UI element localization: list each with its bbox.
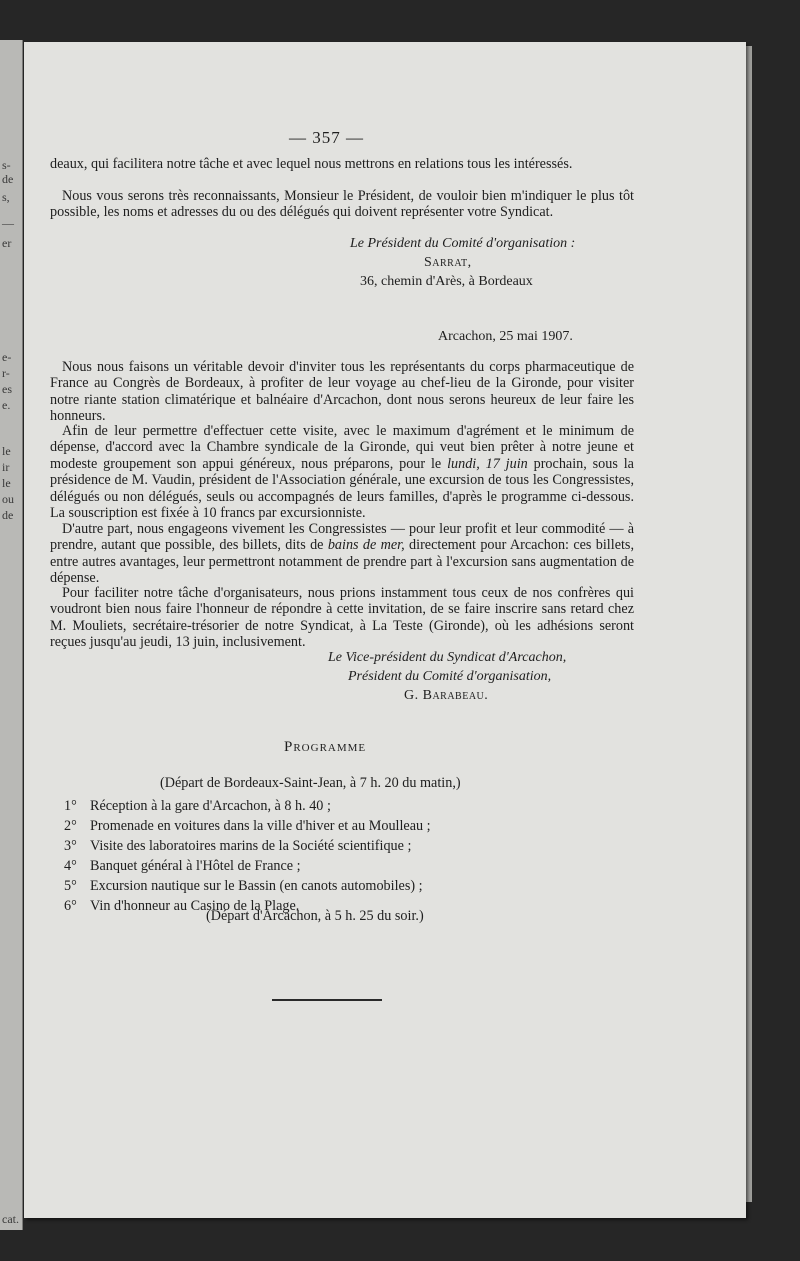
margin-fragment: le <box>2 476 11 490</box>
document-page <box>24 42 746 1218</box>
programme-departure: (Départ de Bordeaux-Saint-Jean, à 7 h. 20 du matin,) <box>160 775 461 791</box>
list-item: 2° Promenade en voitures dans la ville d'hiver et au Moulleau ; <box>64 818 431 834</box>
margin-fragment: r- <box>2 366 10 380</box>
programme-return: (Départ d'Arcachon, à 5 h. 25 du soir.) <box>206 908 424 924</box>
margin-fragment: er <box>2 236 12 250</box>
margin-fragment: de <box>2 172 14 186</box>
margin-fragment: cat. <box>2 1212 19 1226</box>
margin-fragment: es <box>2 382 12 396</box>
page-number: — 357 — <box>289 128 364 147</box>
margin-fragment: e. <box>2 398 11 412</box>
margin-fragment: s- <box>2 158 11 172</box>
page-edge-shadow <box>746 46 752 1202</box>
signature2-title1: Le Vice-président du Syndicat d'Arcachon, <box>328 650 567 665</box>
ticket-type: bains de mer, <box>327 537 405 554</box>
paragraph-request: Nous vous serons très reconnaissants, Monsieur le Président, de vouloir bien m'indiquer le plus tôt possible, les noms et adresses du ou des délégués qui doivent représenter votre Syndicat. <box>50 188 634 221</box>
list-item: 3° Visite des laboratoires marins de la Société scientifique ; <box>64 838 412 854</box>
signature1-name: Sarrat, <box>424 255 472 270</box>
margin-fragment: ou <box>2 492 14 506</box>
margin-fragment: e- <box>2 350 12 364</box>
list-item: 1° Réception à la gare d'Arcachon, à 8 h. 40 ; <box>64 798 331 814</box>
list-item: 6° Vin d'honneur au Casino de la Plage. <box>64 898 300 914</box>
margin-fragment: ir <box>2 460 10 474</box>
paragraph-excursion: Afin de leur permettre d'effectuer cette visite, avec le maximum d'agrément et le minimum de dépense, d'accord avec la Chambre syndicale de la Gironde, qui veut bien prêter à notre jeune et modeste groupement son appui généreux, nous préparons, pour le lundi, 17 juin prochain, sous la présidence de M. Vaudin, président de l'Association générale, une excursion de tous les Congressistes, délégués ou non délégués, seuls ou accompagnés de leurs familles, d'après le programme ci-dessous. La souscription est fixée à 10 francs par excursionniste. <box>50 423 634 522</box>
paragraph-continuation: deaux, qui facilitera notre tâche et avec lequel nous mettrons en relations tous les intéressés. <box>50 156 573 172</box>
signature2-title2: Président du Comité d'organisation, <box>348 669 552 684</box>
excursion-date: lundi, 17 juin <box>447 455 528 472</box>
margin-fragment: s, <box>2 190 10 204</box>
margin-fragment: de <box>2 508 14 522</box>
list-item: 5° Excursion nautique sur le Bassin (en canots automobiles) ; <box>64 878 423 894</box>
signature1-title: Le Président du Comité d'organisation : <box>350 236 576 251</box>
list-item: 4° Banquet général à l'Hôtel de France ; <box>64 858 301 874</box>
paragraph-registration: Pour faciliter notre tâche d'organisateurs, nous prions instamment tous ceux de nos confrères qui voudront bien nous faire l'honneur de répondre à cette invitation, de se faire inscrire sans retard chez M. Mouliets, secrétaire-trésorier de notre Syndicat, à La Teste (Gironde), où les adhésions seront reçues jusqu'au jeudi, 13 juin, inclusivement. <box>50 585 634 651</box>
closing-rule <box>272 999 382 1001</box>
signature1-address: 36, chemin d'Arès, à Bordeaux <box>360 274 533 289</box>
paragraph-tickets: D'autre part, nous engageons vivement les Congressistes — pour leur profit et leur commodité — à prendre, autant que possible, des billets, dits de bains de mer, directement pour Arcachon: ces billets, entre autres avantages, leur permettront notamment de prendre part à l'excursion sans augmentation de dépense. <box>50 521 634 587</box>
dateline: Arcachon, 25 mai 1907. <box>438 329 573 344</box>
programme-list <box>64 796 431 916</box>
paragraph-invitation: Nous nous faisons un véritable devoir d'inviter tous les représentants du corps pharmaceutique de France au Congrès de Bordeaux, à profiter de leur voyage au chef-lieu de la Gironde, pour visiter notre riante station climatérique et balnéaire d'Arcachon, dont nous serons heureux de leur faire les honneurs. <box>50 359 634 425</box>
margin-fragment: le <box>2 444 11 458</box>
signature2-name: G. Barabeau. <box>404 688 489 703</box>
margin-fragment: — <box>2 216 14 230</box>
programme-title: Programme <box>284 739 367 755</box>
adjacent-page-strip <box>0 40 23 1230</box>
